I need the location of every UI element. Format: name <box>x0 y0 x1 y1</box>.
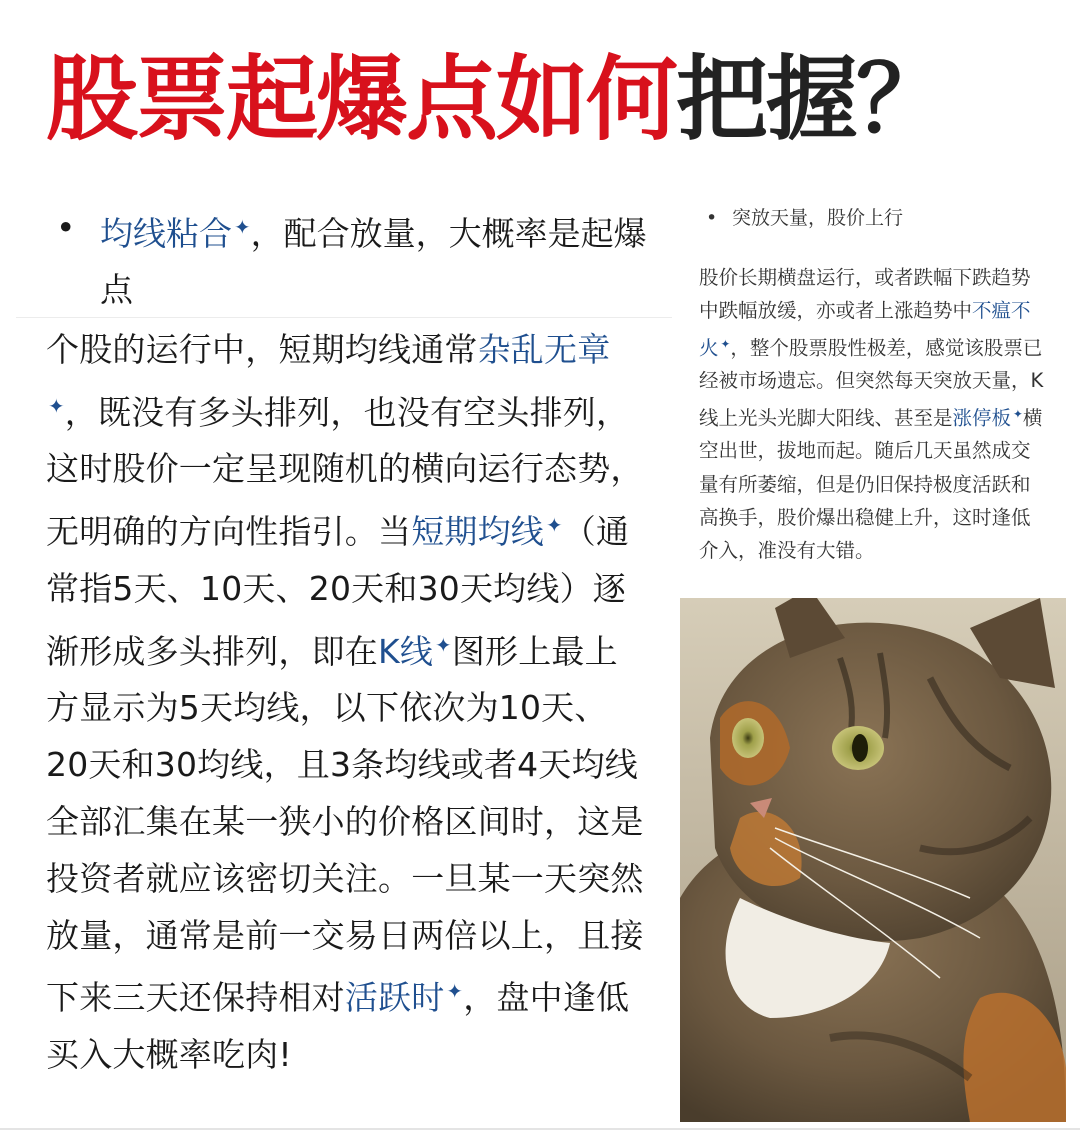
title-black-part: 把握？ <box>676 46 947 153</box>
sparkle-icon: ✦ <box>1013 406 1023 421</box>
link-huoyue-shi[interactable]: 活跃时 <box>344 978 445 1018</box>
left-body-paragraph <box>46 322 646 1084</box>
left-text-3: （通常指5天、10天、20天和30天均线）逐渐形成多头排列，即在 <box>46 512 630 671</box>
sparkle-icon: ✦ <box>435 633 452 657</box>
right-text-3: 横空出世，拔地而起。随后几天虽然成交量有所萎缩，但是仍旧保持极度活跃和高换手，股价爆出稳健上升，这时逢低介入，准没有大错。 <box>699 406 1043 563</box>
sparkle-icon: ✦ <box>720 336 731 351</box>
link-junxian-zhanhe[interactable]: 均线粘合 <box>100 213 232 253</box>
right-body-paragraph <box>699 261 1049 568</box>
link-k-line[interactable]: K线 <box>378 631 434 671</box>
divider <box>16 317 672 318</box>
left-text-4: 图形上最上方显示为5天均线，以下依次为10天、20天和30均线，且3条均线或者4天均线全部汇集在某一狭小的价格区间时，这是投资者就应该密切关注。一旦某一天突然放量，通常是前一交易日两倍以上，且接下来三天还保持相对 <box>46 631 644 1018</box>
right-bullet-text: 突放天量，股价上行 <box>732 207 904 229</box>
left-text-2: ，既没有多头排列，也没有空头排列，这时股价一定呈现随机的横向运行态势，无明确的方向性指引。当 <box>46 392 644 552</box>
bullet-dot: • <box>706 207 718 229</box>
cat-illustration <box>680 598 1066 1122</box>
link-zaluan-wuzhang[interactable]: 杂乱无章 <box>477 330 611 369</box>
right-text-2: ，整个股票股性极差，感觉该股票已经被市场遗忘。但突然每天突放天量，K线上光头光脚大阳线、甚至是 <box>699 336 1044 430</box>
sparkle-icon: ✦ <box>48 394 65 418</box>
right-text-1: 股价长期横盘运行，或者跌幅下跌趋势中跌幅放缓，亦或者上涨趋势中 <box>699 266 1031 323</box>
left-bullet-text <box>100 200 660 318</box>
sparkle-icon: ✦ <box>546 514 563 538</box>
bottom-border <box>0 1128 1080 1130</box>
title-red-part: 股票起爆点如何 <box>46 46 677 153</box>
link-zhangting-ban[interactable]: 涨停板 <box>952 406 1012 430</box>
sparkle-icon: ✦ <box>446 980 464 1004</box>
left-text-1: 个股的运行中，短期均线通常 <box>46 330 478 369</box>
link-buwen-buhuo[interactable]: 不瘟不火 <box>699 299 1031 360</box>
sparkle-icon: ✦ <box>234 216 251 239</box>
cat-photo <box>680 598 1066 1122</box>
page-title <box>46 40 1046 160</box>
link-duanqi-junxian[interactable]: 短期均线 <box>411 512 545 552</box>
bullet-dot: • <box>56 208 76 247</box>
left-text-5: ，盘中逢低买入大概率吃肉! <box>46 978 630 1075</box>
left-bullet-rest: ，配合放量，大概率是起爆点 <box>100 213 647 309</box>
